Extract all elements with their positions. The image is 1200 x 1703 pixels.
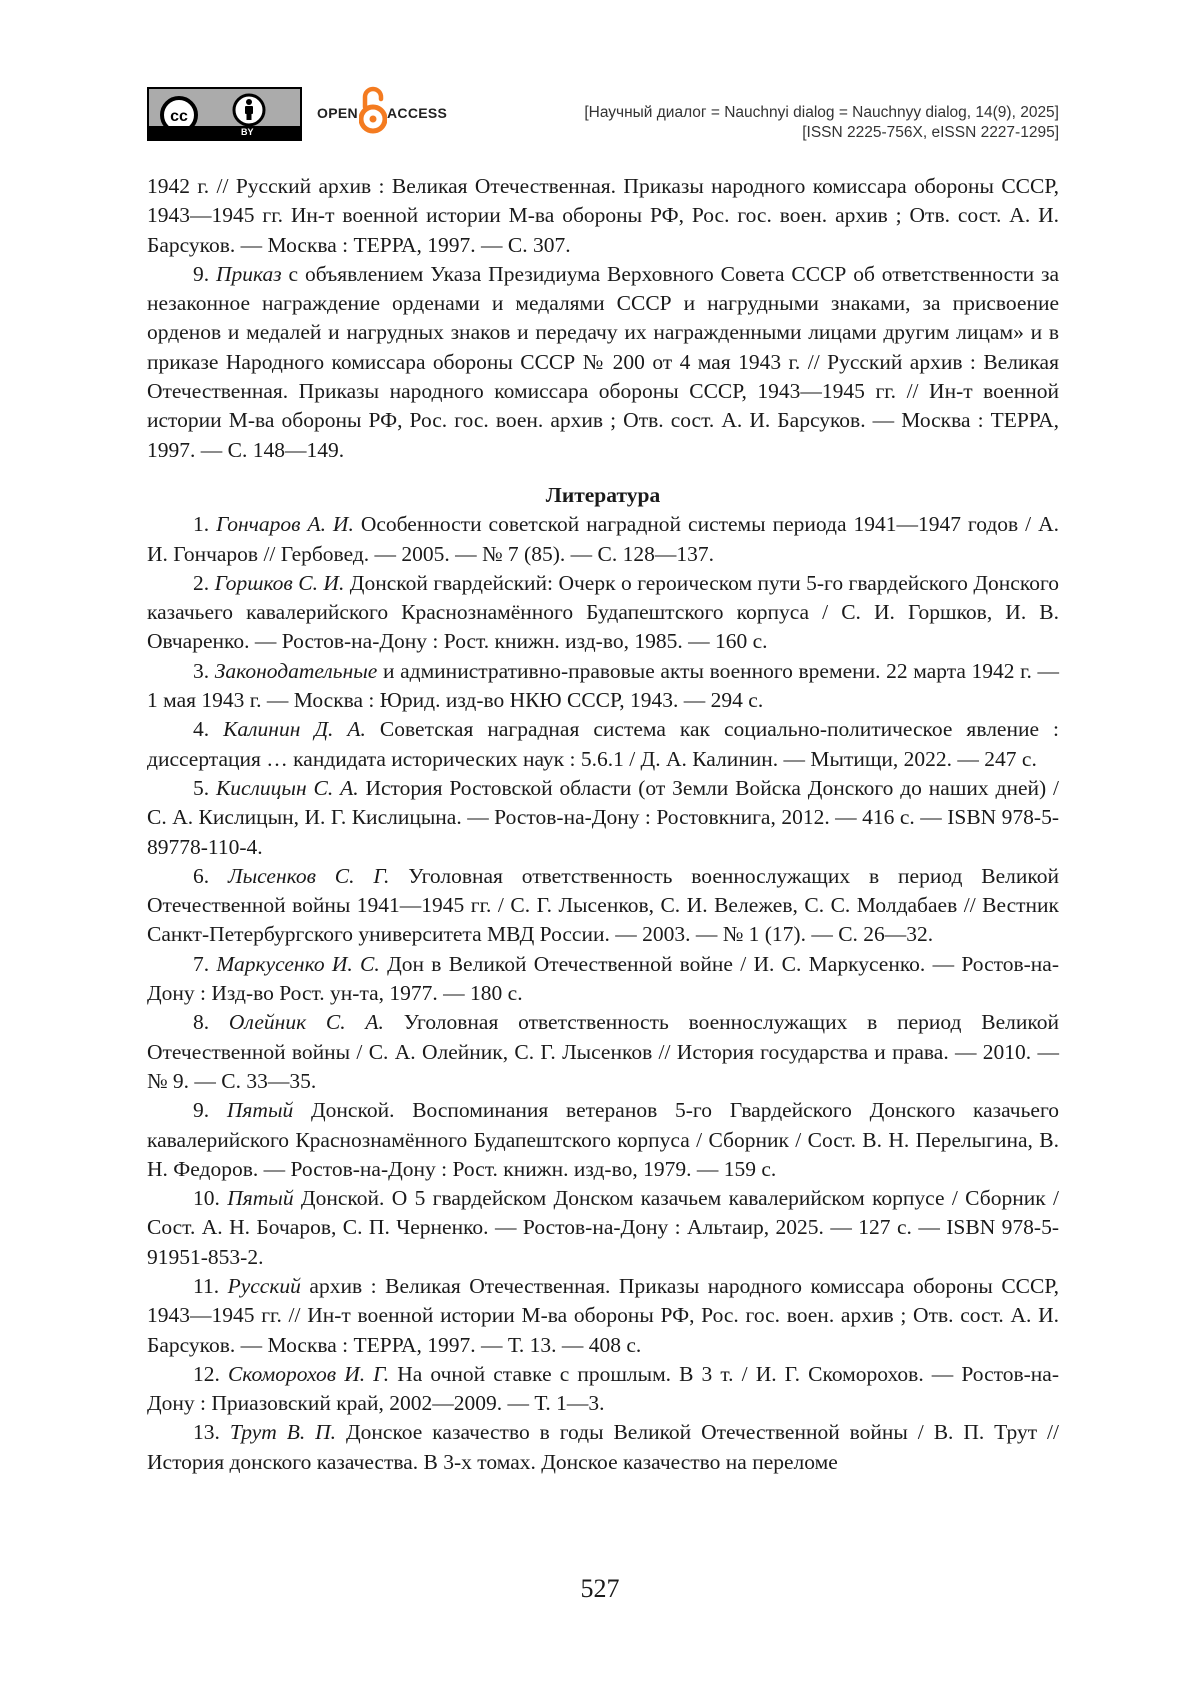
reference-item <box>147 1008 1059 1096</box>
open-label: OPEN <box>317 105 358 121</box>
reference-item <box>147 862 1059 950</box>
note-number: 9. <box>193 261 216 286</box>
page-header <box>147 85 1059 145</box>
cc-by-license-badge[interactable] <box>147 87 302 141</box>
ref-number: 11. <box>193 1273 228 1298</box>
ref-author: Горшков С. И. <box>214 570 345 595</box>
reference-item <box>147 1418 1059 1477</box>
note-continuation: 1942 г. // Русский архив : Великая Отечественная. Приказы народного комиссара обороны СССР, 1943—1945 гг. Ин-т военной истории М-ва обороны РФ, Рос. гос. воен. архив ; Отв. сост. А. И. Барсуков. — Москва : ТЕРРА, 1997. — С. 307. <box>147 174 1059 257</box>
reference-item <box>147 1096 1059 1184</box>
ref-author: Лысенков С. Г. <box>228 863 390 888</box>
article-body <box>147 172 1059 1477</box>
ref-text: Донской. Воспоминания ветеранов 5-го Гвардейского Донского казачьего кавалерийского Краснознамённого Будапештского корпуса / Сборник / Сост. В. Н. Перелыгина, В. Н. Федоров. — Ростов-на-Дону : Рост. книжн. изд-во, 1979. — 159 с. <box>147 1098 1060 1181</box>
ref-text: На очной ставке с прошлым. В 3 т. / И. Г. Скоморохов. — Ростов-на-Дону : Приазовский край, 2002—2009. — Т. 1—3. <box>147 1361 1060 1416</box>
attribution-person-icon <box>231 92 267 128</box>
ref-text: Донское казачество в годы Великой Отечественной войны / В. П. Трут // История донского казачества. В 3-х томах. Донское казачество на переломе <box>147 1420 1059 1474</box>
access-label: ACCESS <box>387 105 448 121</box>
reference-item <box>147 569 1059 657</box>
ref-text: Уголовная ответственность военнослужащих в период Великой Отечественной войны 1941—1945 гг. / С. Г. Лысенков, С. И. Вележев, С. С. Молдабаев // Вестник Санкт-Петербургского университета МВД России. — 2003. — № 1 (17). — С. 26—32. <box>147 863 1059 947</box>
ref-text: и административно-правовые акты военного времени. 22 марта 1942 г. — 1 мая 1943 г. — Москва : Юрид. изд-во НКЮ СССР, 1943. — 294 с. <box>147 658 1060 713</box>
ref-author: Трут В. П. <box>229 1420 337 1445</box>
by-strip <box>149 126 300 139</box>
ref-author: Маркусенко И. С. <box>216 951 380 976</box>
reference-item <box>147 715 1059 774</box>
ref-text: История Ростовской области (от Земли Войска Донского до наших дней) / С. А. Кислицын, И. Г. Кислицына. — Ростов-на-Дону : Ростовкнига, 2012. — 416 с. — ISBN 978-5-89778-110-4. <box>147 775 1059 859</box>
ref-number: 9. <box>193 1098 227 1123</box>
ref-author: Гончаров А. И. <box>216 512 354 537</box>
page-number: 527 <box>580 1574 620 1603</box>
note-item-9 <box>147 260 1059 465</box>
journal-citation <box>584 103 1059 143</box>
ref-text: архив : Великая Отечественная. Приказы народного комиссара обороны СССР, 1943—1945 гг. // Ин-т военной истории М-ва обороны РФ, Рос. гос. воен. архив ; Отв. сост. А. И. Барсуков. — Москва : ТЕРРА, 1997. — Т. 13. — 408 с. <box>147 1273 1060 1357</box>
ref-author: Пятый <box>226 1098 294 1123</box>
svg-text:cc: cc <box>170 108 188 125</box>
reference-item <box>147 1360 1059 1419</box>
ref-number: 12. <box>193 1361 228 1386</box>
ref-number: 7. <box>193 951 217 976</box>
ref-author: Олейник С. А. <box>228 1010 384 1035</box>
literature-heading: Литература <box>545 482 661 507</box>
ref-number: 1. <box>193 512 217 537</box>
ref-author: Русский <box>227 1273 301 1298</box>
ref-text: Советская наградная система как социально-политическое явление : диссертация … кандидата исторических наук : 5.6.1 / Д. А. Калинин. — Мытищи, 2022. — 247 с. <box>147 717 1059 771</box>
ref-text: Донской гвардейский: Очерк о героическом пути 5-го гвардейского Донского казачьего кавалерийского Краснознамённого Будапештского корпуса / С. И. Горшков, И. В. Овчаренко. — Ростов-на-Дону : Рост. книжн. изд-во, 1985. — 160 с. <box>147 570 1059 654</box>
reference-item <box>147 1272 1059 1360</box>
ref-number: 3. <box>193 658 215 683</box>
ref-number: 5. <box>193 775 216 800</box>
ref-text: Донской. О 5 гвардейском Донском казачьем кавалерийском корпусе / Сборник / Сост. А. Н. Бочаров, С. П. Черненко. — Ростов-на-Дону : Альтаир, 2025. — 127 с. — ISBN 978-5-91951-853-2. <box>147 1186 1059 1269</box>
ref-number: 8. <box>193 1010 229 1035</box>
ref-text: Особенности советской наградной системы периода 1941—1947 годов / А. И. Гончаров // Гербовед. — 2005. — № 7 (85). — С. 128—137. <box>147 512 1060 566</box>
journal-title-line: [Научный диалог = Nauchnyi dialog = Nauchnyy dialog, 14(9), 2025] <box>584 104 1059 121</box>
ref-author: Калинин Д. А. <box>223 717 366 742</box>
reference-item <box>147 657 1059 716</box>
ref-number: 4. <box>193 717 224 742</box>
by-label: BY <box>241 127 254 137</box>
ref-author: Пятый <box>227 1186 294 1211</box>
ref-author: Законодательные <box>214 658 378 683</box>
ref-number: 10. <box>193 1186 228 1211</box>
ref-number: 13. <box>193 1420 230 1445</box>
ref-number: 2. <box>193 570 215 595</box>
ref-text: Дон в Великой Отечественной войне / И. С. Маркусенко. — Ростов-на-Дону : Изд-во Рост. ун-та, 1977. — 180 с. <box>147 951 1060 1006</box>
ref-author: Скоморохов И. Г. <box>227 1361 390 1386</box>
reference-item <box>147 1184 1059 1272</box>
reference-item <box>147 774 1059 862</box>
reference-item <box>147 950 1059 1009</box>
ref-text: Уголовная ответственность военнослужащих в период Великой Отечественной войны / С. А. Олейник, С. Г. Лысенков // История государства и права. — 2010. — № 9. — С. 33—35. <box>147 1010 1059 1093</box>
note-lead: Приказ <box>216 261 282 286</box>
ref-author: Кислицын С. А. <box>215 775 359 800</box>
reference-item <box>147 510 1059 569</box>
note-text: с объявлением Указа Президиума Верховного Совета СССР об ответственности за незаконное награждение орденами и медалями СССР и нагрудными знаками, за присвоение орденов и медалей и нагрудных знаков и передачу их награжденными лицами другим лицам» и в приказе Народного комиссара обороны СССР № 200 от 4 мая 1943 г. // Русский архив : Великая Отечественная. Приказы народного комиссара обороны СССР, 1943—1945 гг. // Ин-т военной истории М-ва обороны РФ, Рос. гос. воен. архив ; Отв. сост. А. И. Барсуков. — Москва : ТЕРРА, 1997. — С. 148—149. <box>147 261 1060 462</box>
ref-number: 6. <box>193 863 229 888</box>
journal-issn-line: [ISSN 2225-756X, eISSN 2227-1295] <box>802 124 1059 141</box>
open-access-lock-icon <box>359 85 387 135</box>
